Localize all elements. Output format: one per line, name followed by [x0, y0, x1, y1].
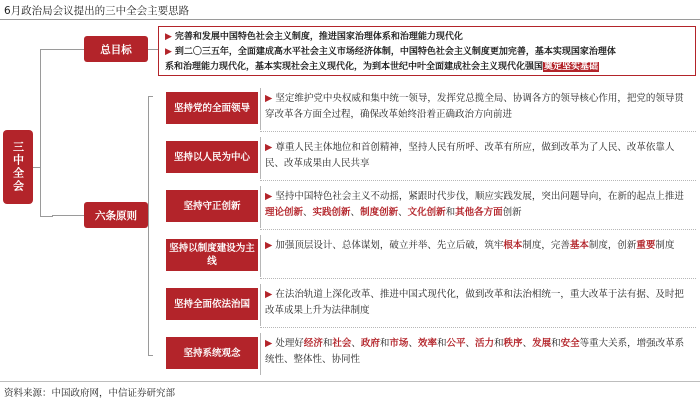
highlight: 实践创新: [312, 207, 351, 218]
goal-connector: [52, 49, 84, 50]
principle-row: [152, 186, 696, 230]
highlight: 社会: [332, 338, 352, 349]
principle-row: [152, 284, 696, 328]
row-separator: [260, 186, 261, 228]
principle-label: 坚持全面依法治国: [166, 288, 258, 320]
row-divider: [260, 228, 696, 230]
principle-label: 坚持以人民为中心: [166, 141, 258, 173]
source-note: 资料来源：中国政府网，中信证券研究部: [4, 388, 176, 399]
six-connector: [52, 215, 84, 216]
principle-text: 处理好: [275, 338, 304, 349]
row-separator: [260, 284, 261, 326]
highlight: 理论创新: [265, 207, 304, 218]
goal-box-connector: [148, 49, 158, 50]
sep: 和: [436, 338, 447, 349]
main-label-text: 三中全会: [11, 141, 25, 193]
source-divider: [0, 381, 700, 382]
sep: 、: [350, 207, 361, 218]
sep: 和: [551, 338, 561, 349]
row-divider: [260, 326, 696, 328]
principle-desc: ▶ 处理好经济和社会、政府和市场、效率和公平、活力和秩序、发展和安全等重大关系，增强改革系统性、整体性、协同性: [265, 338, 685, 365]
main-bracket: [40, 49, 53, 217]
goal-line-3: 系和治理能力现代化，基本实现社会主义现代化，为到本世纪中叶全面建成社会主义现代化强国: [165, 62, 544, 72]
principle-row: [152, 88, 696, 132]
principle-desc: ▶ 坚持中国特色社会主义不动摇，紧跟时代步伐，顺应实践发展，突出问题导向，在新的起点上推进理论创新、实践创新、制度创新、文化创新和其他各方面创新: [265, 191, 684, 218]
principle-row: [152, 137, 696, 181]
principle-label: 坚持以制度建设为主线: [166, 239, 258, 271]
highlight: 效率: [417, 338, 437, 349]
goal-bullet-2: ▶ 到二〇三五年，全面建成高水平社会主义市场经济体制，中国特色社会主义制度更加完善，基本实现国家治理体: [165, 47, 616, 57]
row-separator: [260, 235, 261, 277]
goal-bullet-1: ▶ 完善和发展中国特色社会主义制度，推进国家治理体系和治理能力现代化: [165, 32, 463, 42]
principle-text: 创新: [502, 207, 522, 218]
highlight: 安全: [560, 338, 580, 349]
sep: 制度，完善: [522, 240, 570, 251]
sep: 、: [522, 338, 533, 349]
main-connector: [33, 167, 41, 168]
row-divider: [260, 179, 696, 181]
highlight: 重要: [636, 240, 656, 251]
principle-text: 坚定维护党中央权威和集中统一领导，发挥党总揽全局、协调各方的领导核心作用，把党的领导贯穿改革各方面全过程，确保改革始终沿着正确政治方向前进: [265, 93, 684, 120]
goal-label: 总目标: [84, 36, 148, 62]
highlight: 经济: [303, 338, 323, 349]
page-title: 6月政治局会议提出的三中全会主要思路: [4, 5, 190, 17]
principle-text: 等重大关系，增强改革系统性、整体性、协同性: [265, 338, 685, 365]
principle-label: 坚持守正创新: [166, 190, 258, 222]
main-label: [3, 130, 33, 204]
principle-text: 制度: [655, 240, 675, 251]
title-divider: [0, 19, 700, 20]
principle-desc: ▶ 加强顶层设计、总体谋划，破立并举、先立后破，筑牢根本制度，完善基本制度，创新重要制度: [265, 240, 675, 251]
highlight: 政府: [360, 338, 380, 349]
principle-desc: ▶ 尊重人民主体地位和首创精神，坚持人民有所呼、改革有所应，做到改革为了人民、改革依靠人民、改革成果由人民共享: [265, 142, 675, 169]
six-principles-label: 六条原则: [84, 202, 148, 228]
sep: 和: [445, 207, 456, 218]
highlight: 公平: [446, 338, 466, 349]
highlight: 秩序: [503, 338, 523, 349]
goal-highlight: 奠定坚实基础: [544, 62, 599, 72]
highlight: 市场: [389, 338, 409, 349]
principle-label: 坚持系统观念: [166, 337, 258, 369]
principle-text: 尊重人民主体地位和首创精神，坚持人民有所呼、改革有所应，做到改革为了人民、改革依靠人民、改革成果由人民共享: [265, 142, 675, 169]
highlight: 其他各方面: [455, 207, 503, 218]
sep: 、: [408, 338, 418, 349]
highlight: 文化创新: [407, 207, 446, 218]
sep: 、: [303, 207, 313, 218]
principle-row: [152, 333, 696, 377]
sep: 、: [351, 338, 361, 349]
sep: 和: [494, 338, 504, 349]
principle-desc: ▶ 坚定维护党中央权威和集中统一领导，发挥党总揽全局、协调各方的领导核心作用，把党的领导贯穿改革各方面全过程，确保改革始终沿着正确政治方向前进: [265, 93, 684, 120]
goal-line-1: 完善和发展中国特色社会主义制度，推进国家治理体系和治理能力现代化: [174, 32, 463, 42]
sep: 制度，创新: [588, 240, 637, 251]
sep: 、: [465, 338, 476, 349]
highlight: 活力: [475, 338, 495, 349]
row-divider: [260, 130, 696, 132]
row-separator: [260, 137, 261, 179]
goal-bullet-2-cont: [165, 60, 695, 75]
highlight: 基本: [569, 240, 589, 251]
sep: 、: [398, 207, 408, 218]
row-divider: [260, 277, 696, 279]
principle-text: 在法治轨道上深化改革、推进中国式现代化，做到改革和法治相统一，重大改革于法有据、及时把改革成果上升为法律制度: [265, 289, 684, 316]
principle-desc: ▶ 在法治轨道上深化改革、推进中国式现代化，做到改革和法治相统一，重大改革于法有据、及时把改革成果上升为法律制度: [265, 289, 684, 316]
highlight: 根本: [503, 240, 523, 251]
principle-label: 坚持党的全面领导: [166, 92, 258, 124]
row-separator: [260, 333, 261, 375]
principle-text: 坚持中国特色社会主义不动摇，紧跟时代步伐，顺应实践发展，突出问题导向，在新的起点上推进: [275, 191, 684, 202]
highlight: 制度创新: [360, 207, 399, 218]
row-separator: [260, 88, 261, 130]
principle-text: 加强顶层设计、总体谋划，破立并举、先立后破，筑牢: [275, 240, 504, 251]
principle-row: [152, 235, 696, 279]
sep: 和: [379, 338, 390, 349]
goal-box: [158, 26, 696, 76]
goal-line-2: 到二〇三五年，全面建成高水平社会主义市场经济体制，中国特色社会主义制度更加完善，基本实现国家治理体: [174, 47, 616, 57]
sep: 和: [322, 338, 333, 349]
highlight: 发展: [532, 338, 552, 349]
